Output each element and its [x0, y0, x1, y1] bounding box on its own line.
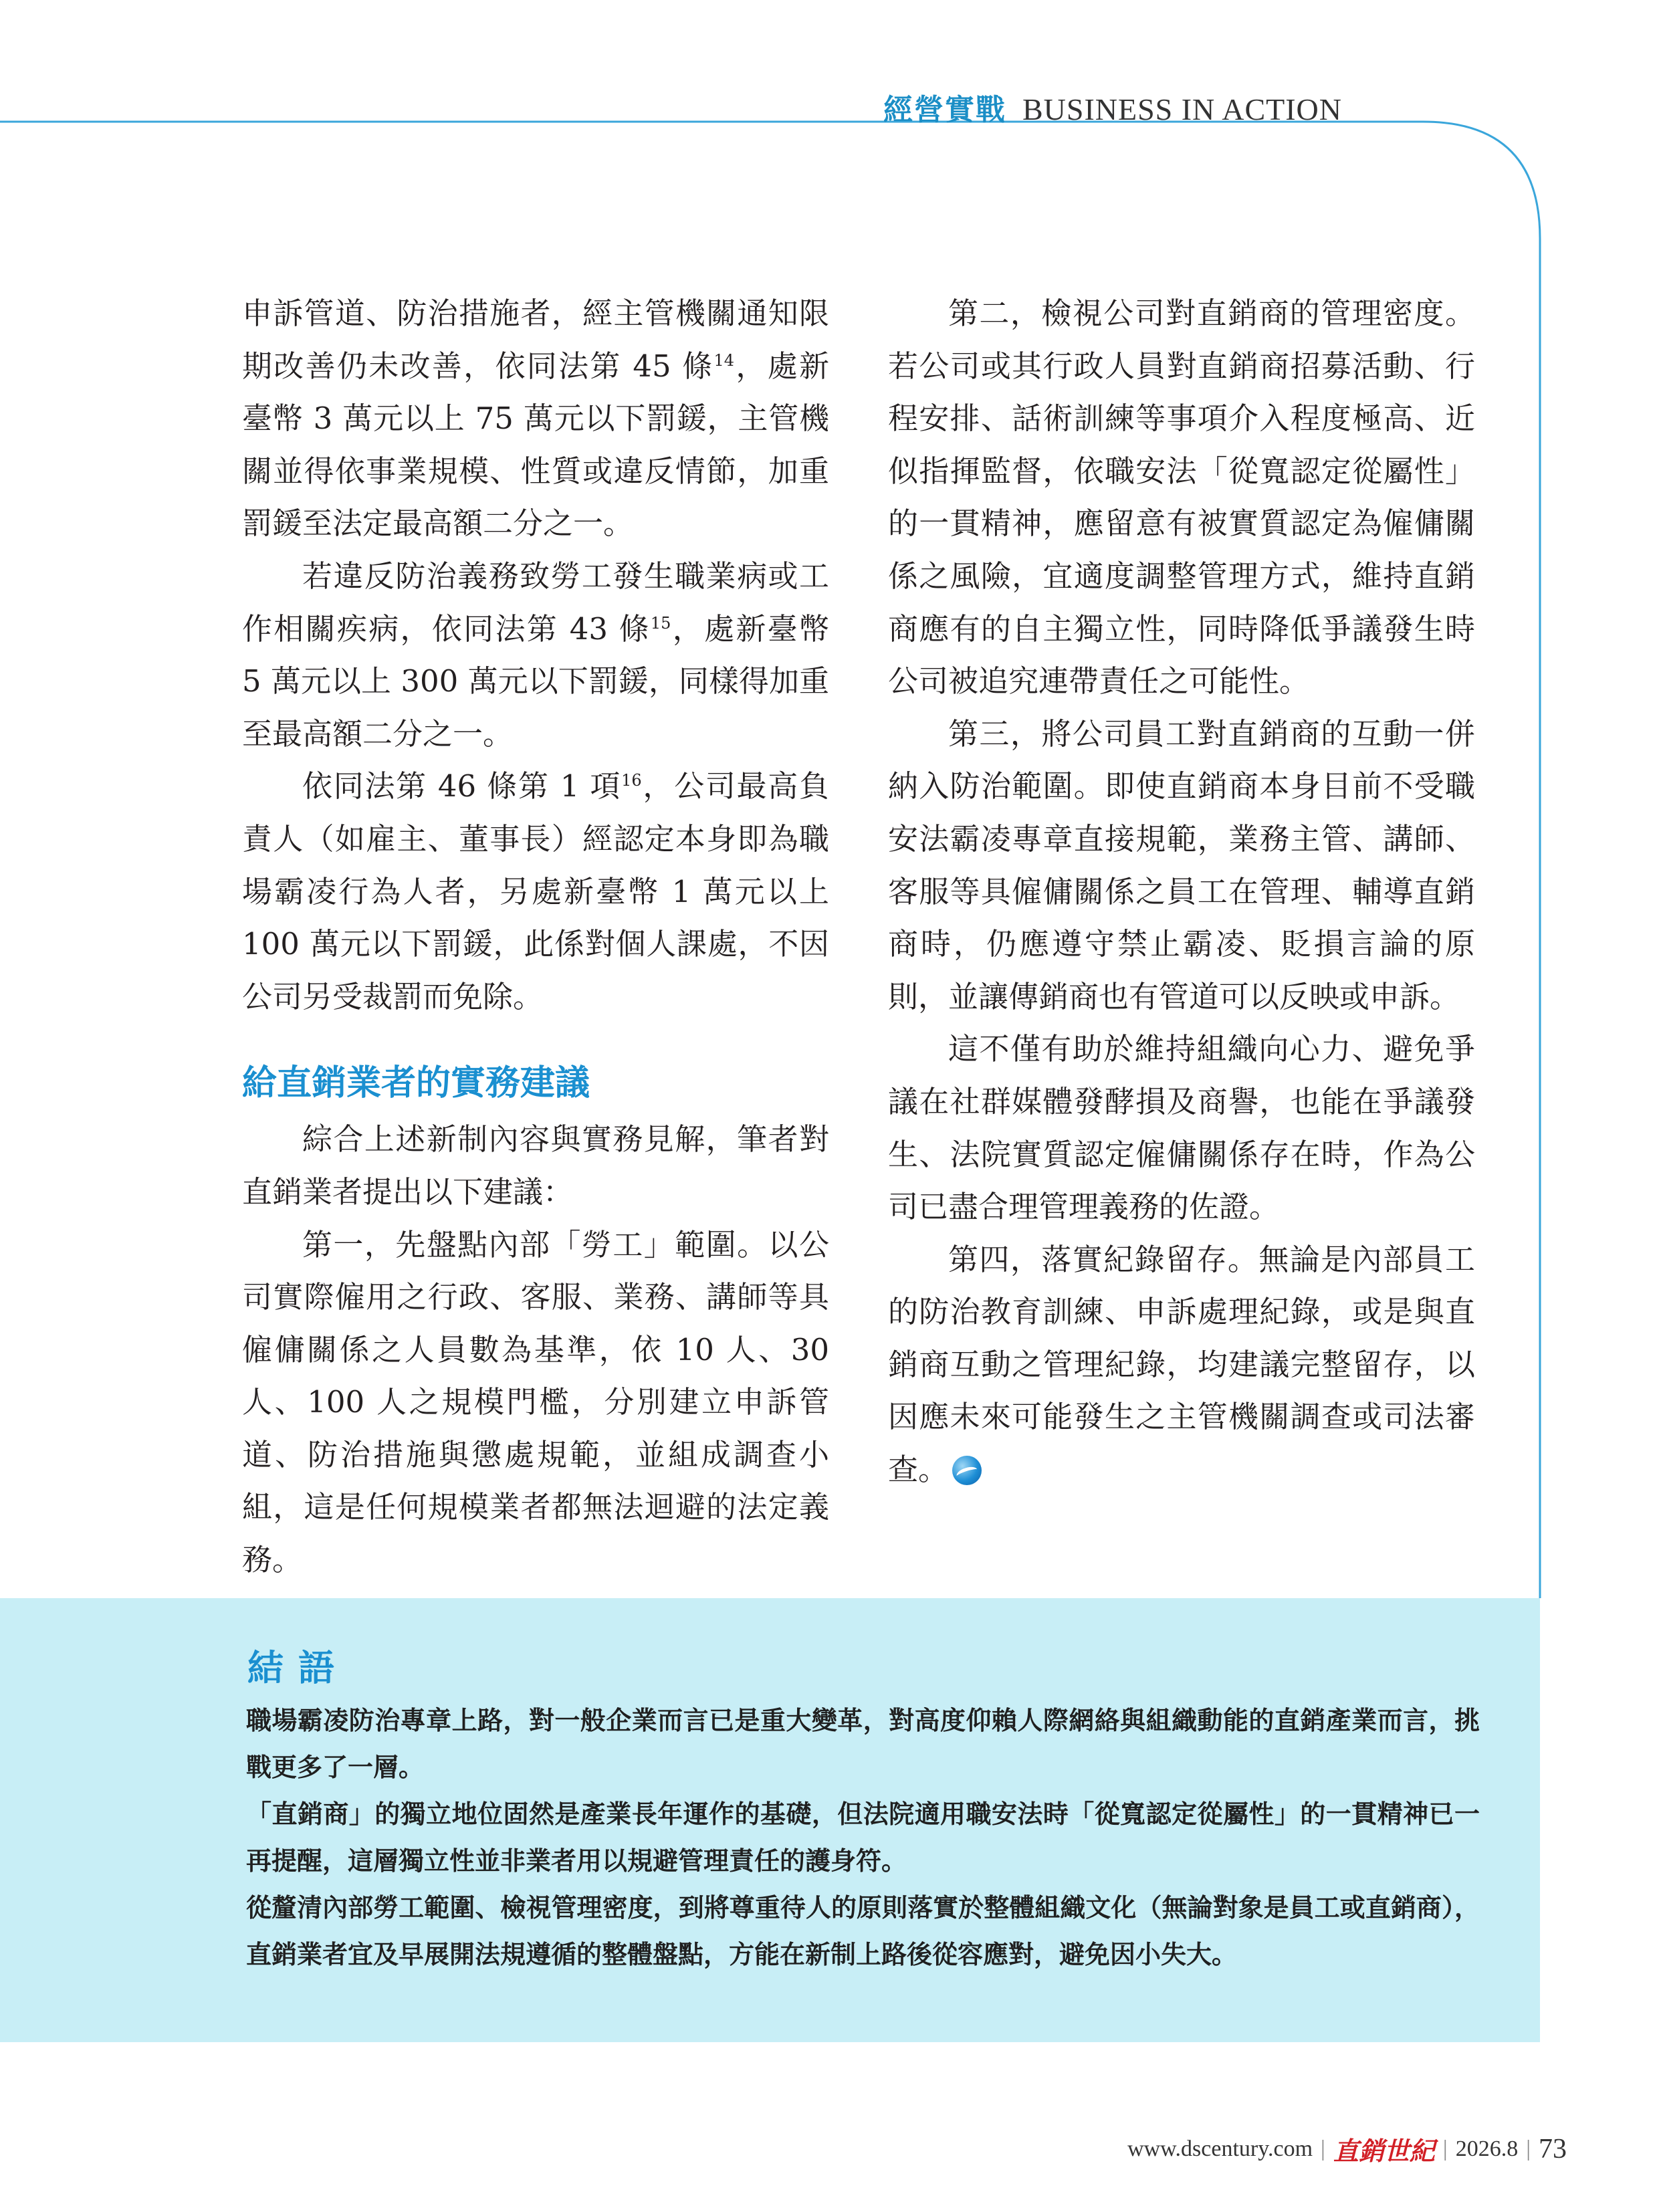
right-column [888, 288, 1475, 1497]
article-end-icon [952, 1456, 982, 1485]
right-paragraph-4: 第四，落實紀錄留存。無論是內部員工的防治教育訓練、申訴處理紀錄，或是與直銷商互動之管理紀錄，均建議完整留存，以因應未來可能發生之主管機關調查或司法審查。 [888, 1241, 1475, 1488]
left-column [242, 288, 829, 1587]
conclusion-paragraph-3: 從釐清內部勞工範圍、檢視管理密度，到將尊重待人的原則落實於整體組織文化（無論對象是員工或直銷商），直銷業者宜及早展開法規遵循的整體盤點，方能在新制上路後從容應對，避免因小失大。 [246, 1893, 1480, 1969]
left-paragraph-5: 第一，先盤點內部「勞工」範圍。以公司實際僱用之行政、客服、業務、講師等具僱傭關係之人員數為基準，依 10 人、30 人、100 人之規模門檻，分別建立申訴管道、防治措施與懲處規範，並組成調查小組，這是任何規模業者都無法迴避的法定義務。 [242, 1226, 829, 1578]
footer-divider: | [1321, 2136, 1325, 2161]
footer-divider: | [1442, 2136, 1448, 2161]
right-paragraph-3: 這不僅有助於維持組織向心力、避免爭議在社群媒體發酵損及商譽，也能在爭議發生、法院實質認定僱傭關係存在時，作為公司已盡合理管理義務的佐證。 [888, 1031, 1475, 1225]
page-number: 73 [1539, 2133, 1567, 2165]
footer-url[interactable]: www.dscentury.com [1127, 2136, 1313, 2161]
section-heading: 給直銷業者的實務建議 [242, 1063, 590, 1104]
left-paragraph-2: 若違反防治義務致勞工發生職業病或工作相關疾病，依同法第 43 條$^{15}$，處新臺幣 5 萬元以上 300 萬元以下罰鍰，同樣得加重至最高額二分之一。 [242, 558, 829, 752]
page-footer [1127, 2130, 1567, 2167]
left-paragraph-1: 申訴管道、防治措施者，經主管機關通知限期改善仍未改善，依同法第 45 條$^{14}$，處新臺幣 3 萬元以上 75 萬元以下罰鍰，主管機關並得依事業規模、性質或違反情節，加重罰鍰至法定最高額二分之一。 [242, 296, 829, 542]
footer-divider: | [1526, 2136, 1531, 2161]
right-paragraph-2: 第三，將公司員工對直銷商的互動一併納入防治範圍。即使直銷商本身目前不受職安法霸凌專章直接規範，業務主管、講師、客服等具僱傭關係之員工在管理、輔導直銷商時，仍應遵守禁止霸凌、貶損言論的原則，並讓傳銷商也有管道可以反映或申訴。 [888, 715, 1475, 1014]
conclusion-paragraph-2: 「直銷商」的獨立地位固然是產業長年運作的基礎，但法院適用職安法時「從寬認定從屬性」的一貫精神已一再提醒，這層獨立性並非業者用以規避管理責任的護身符。 [246, 1799, 1480, 1876]
left-paragraph-3: 依同法第 46 條第 1 項$^{16}$，公司最高負責人（如雇主、董事長）經認定本身即為職場霸凌行為人者，另處新臺幣 1 萬元以上 100 萬元以下罰鍰，此係對個人課處，不因公司另受裁罰而免除。 [242, 768, 829, 1014]
header-section-zh: 經營實戰 [883, 93, 1006, 127]
conclusion-body [246, 1697, 1480, 1978]
footer-issue: 2026.8 [1455, 2136, 1519, 2161]
left-paragraph-4: 綜合上述新制內容與實務見解，筆者對直銷業者提出以下建議： [242, 1121, 829, 1210]
footnote-ref-15[interactable]: 15 [650, 613, 671, 633]
conclusion-box [0, 1598, 1540, 2042]
right-paragraph-1: 第二，檢視公司對直銷商的管理密度。若公司或其行政人員對直銷商招募活動、行程安排、話術訓練等事項介入程度極高、近似指揮監督，依職安法「從寬認定從屬性」的一貫精神，應留意有被實質認定為僱傭關係之風險，宜適度調整管理方式，維持直銷商應有的自主獨立性，同時降低爭議發生時公司被追究連帶責任之可能性。 [888, 296, 1475, 699]
header-section-en: BUSINESS IN ACTION [1022, 92, 1342, 126]
running-header [883, 86, 1342, 128]
conclusion-title: 結語 [247, 1646, 349, 1689]
footnote-ref-14[interactable]: 14 [713, 350, 735, 370]
conclusion-paragraph-1: 職場霸凌防治專章上路，對一般企業而言已是重大變革，對高度仰賴人際網絡與組織動能的直銷產業而言，挑戰更多了一層。 [246, 1706, 1480, 1782]
footnote-ref-16[interactable]: 16 [621, 771, 642, 790]
footer-brand-logo: 直銷世紀 [1333, 2136, 1435, 2166]
